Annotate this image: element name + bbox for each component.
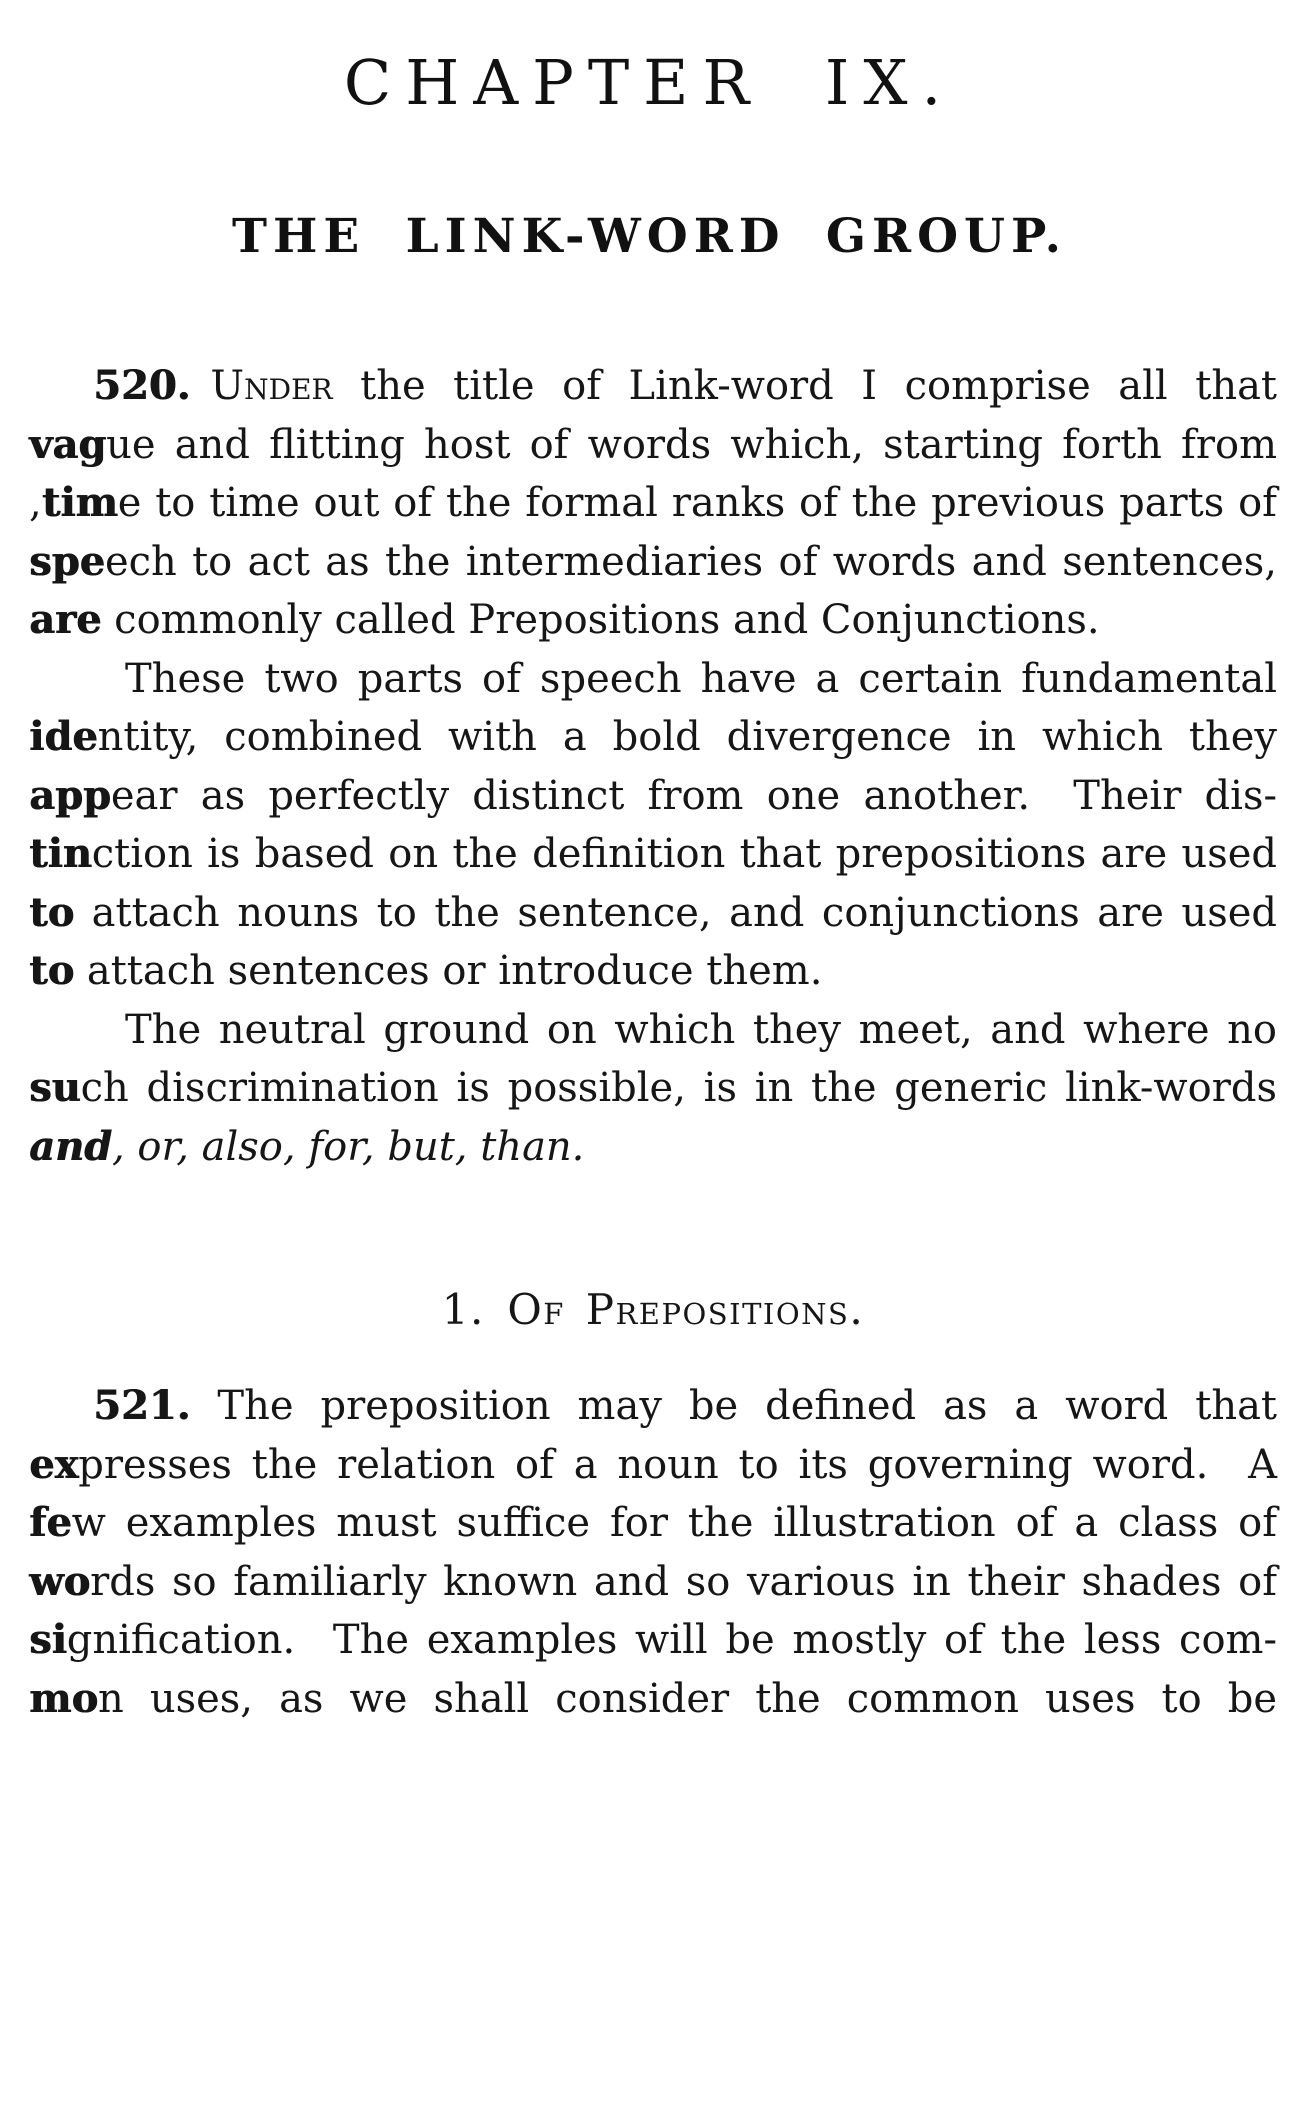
text-segment: These two parts of speech have a certain fundamental xyxy=(125,655,1277,702)
text-segment: attach sentences or introduce them. xyxy=(74,948,823,994)
text-segment: n uses, as we shall consider the common uses to be xyxy=(98,1675,1277,1722)
text-segment: attach nouns to the sentence, and conjunctions are used xyxy=(74,889,1277,936)
text-segment: tin xyxy=(29,830,92,877)
text-segment: 521. xyxy=(93,1382,191,1429)
text-segment: ear as perfectly distinct from one another. Their dis- xyxy=(110,772,1277,819)
text-segment: gnification. The examples will be mostly of the less com- xyxy=(66,1617,1277,1663)
text-line xyxy=(29,884,1277,943)
text-line xyxy=(29,591,1277,650)
text-line xyxy=(29,1611,1277,1670)
text-segment: ue and flitting host of words which, starting forth from xyxy=(106,421,1277,468)
text-segment: tim xyxy=(41,479,118,526)
text-segment: mo xyxy=(29,1674,99,1722)
text-segment: vag xyxy=(29,420,107,468)
text-segment: are xyxy=(29,596,102,643)
text-segment: the title of Link-word I comprise all that xyxy=(332,363,1277,409)
text-segment: commonly called Prepositions and Conjunctions. xyxy=(101,597,1100,643)
text-line xyxy=(29,1494,1277,1553)
text-line xyxy=(29,708,1277,767)
paragraph-identity xyxy=(29,650,1277,1001)
text-body xyxy=(29,357,1277,1728)
text-line xyxy=(29,767,1277,826)
paragraph-neutral-ground xyxy=(29,1001,1277,1177)
text-segment: ch discrimination is possible, is in the generic link-words xyxy=(80,1065,1277,1111)
text-line xyxy=(29,942,1277,1001)
text-line xyxy=(29,416,1277,475)
text-segment: , xyxy=(29,480,42,526)
text-line xyxy=(29,474,1277,533)
text-segment: ction is based on the definition that prepositions are used xyxy=(91,831,1277,877)
text-segment: ex xyxy=(29,1440,79,1488)
text-line xyxy=(29,1001,1277,1060)
text-segment: ide xyxy=(29,713,98,760)
text-segment: wo xyxy=(29,1557,91,1605)
chapter-heading: CHAPTER IX. xyxy=(343,46,956,119)
text-segment: 520. xyxy=(93,362,191,409)
section-heading-line xyxy=(29,1285,1277,1335)
text-segment: fe xyxy=(29,1499,72,1546)
text-segment: ech to act as the intermediaries of words and sentences, xyxy=(104,538,1277,585)
text-segment: The neutral ground on which they meet, and where no xyxy=(125,1006,1277,1053)
text-segment: spe xyxy=(29,537,105,585)
text-segment: app xyxy=(29,771,111,819)
text-line xyxy=(29,1436,1277,1495)
text-segment: w examples must suffice for the illustration of a class of xyxy=(71,1500,1277,1546)
group-title: THE LINK-WORD GROUP. xyxy=(232,209,1067,264)
text-line xyxy=(29,1059,1277,1118)
paragraph-520 xyxy=(29,357,1277,650)
text-segment: ntity, combined with a bold divergence in which they xyxy=(97,714,1277,760)
text-line xyxy=(29,1118,1277,1177)
text-segment: e to time out of the formal ranks of the previous parts of xyxy=(117,480,1277,526)
text-segment: si xyxy=(29,1616,67,1663)
text-line xyxy=(29,650,1277,709)
text-line xyxy=(29,533,1277,592)
text-segment: presses the relation of a noun to its governing word. A xyxy=(78,1441,1277,1488)
text-segment: and xyxy=(29,1122,112,1170)
text-segment: The preposition may be defined as a word that xyxy=(190,1383,1277,1429)
text-line xyxy=(29,1377,1277,1436)
text-segment: su xyxy=(29,1064,81,1111)
paragraph-521 xyxy=(29,1377,1277,1728)
text-segment: to xyxy=(29,888,75,936)
text-segment: 1. xyxy=(441,1285,508,1334)
text-segment: to xyxy=(29,947,75,994)
text-line xyxy=(29,357,1277,416)
text-line xyxy=(29,825,1277,884)
text-line xyxy=(29,1553,1277,1612)
text-segment: Under xyxy=(190,363,333,409)
text-line xyxy=(29,1670,1277,1729)
section-heading-of-prepositions xyxy=(29,1285,1277,1335)
text-segment: Of Prepositions. xyxy=(507,1285,865,1334)
text-segment: , or, also, for, but, than. xyxy=(111,1123,585,1170)
text-segment: rds so familiarly known and so various in their shades of xyxy=(90,1558,1277,1605)
